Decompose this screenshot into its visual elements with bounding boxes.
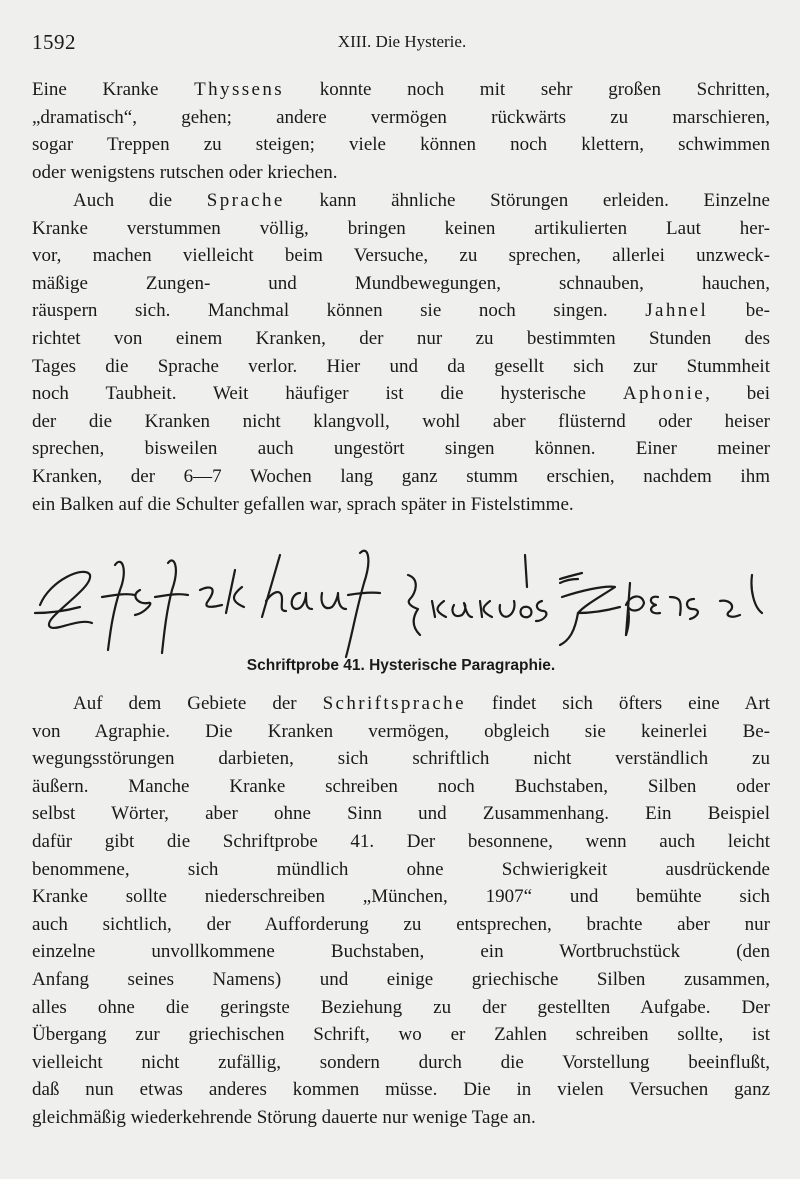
figure-caption: Schriftprobe 41. Hysterische Paragraphie. bbox=[246, 657, 556, 674]
text-line: noch Taubheit. Weit häufiger ist die hysterische Aphonie, bei bbox=[32, 383, 770, 405]
text-line: oder wenigstens rutschen oder kriechen. bbox=[32, 161, 338, 183]
text-line: Eine Kranke Thyssens konnte noch mit sehr großen Schritten, bbox=[32, 79, 771, 100]
text-line: Kranke verstummen völlig, bringen keinen artikulierten Laut her- bbox=[32, 217, 770, 239]
spaced-emphasis: Thyssens bbox=[194, 79, 285, 100]
text-line: sprechen, bisweilen auch ungestört singen können. Einer meiner bbox=[32, 438, 770, 460]
text-line: Auf dem Gebiete der Schriftsprache findet sich öfters eine Art bbox=[73, 693, 770, 714]
text-line: räuspern sich. Manchmal können sie noch singen. Jahnel be- bbox=[32, 300, 770, 322]
text-line: einzelne unvollkommene Buchstaben, ein Wortbruchstück (den bbox=[32, 941, 770, 963]
text-line: auch sichtlich, der Aufforderung zu entsprechen, brachte aber nur bbox=[32, 913, 770, 935]
text-line: Kranke sollte niederschreiben „München, 1907“ und bemühte sich bbox=[32, 886, 770, 908]
text-line: richtet von einem Kranken, der nur zu bestimmten Stunden des bbox=[32, 327, 770, 349]
spaced-emphasis: Sprache bbox=[206, 190, 285, 211]
spaced-emphasis: Jahnel bbox=[645, 300, 709, 322]
text-line: mäßige Zungen- und Mundbewegungen, schnauben, hauchen, bbox=[32, 272, 770, 294]
spaced-emphasis: Aphonie bbox=[622, 383, 706, 405]
text-line: Anfang seines Namens) und einige griechische Silben zusammen, bbox=[32, 968, 770, 990]
text-line: wegungsstörungen darbieten, sich schriftlich nicht verständlich zu bbox=[32, 748, 770, 770]
text-line: daß nun etwas anderes kommen müsse. Die in vielen Versuchen ganz bbox=[32, 1079, 770, 1101]
text-line: benommene, sich mündlich ohne Schwierigkeit ausdrückende bbox=[32, 858, 770, 880]
text-line: Auch die Sprache kann ähnliche Störungen erleiden. Einzelne bbox=[73, 190, 770, 211]
paragraph-schriftsprache bbox=[32, 690, 770, 1132]
text-line: vielleicht nicht zufällig, sondern durch die Vorstellung beeinflußt, bbox=[32, 1051, 770, 1073]
text-line: „dramatisch“, gehen; andere vermögen rückwärts zu marschieren, bbox=[32, 106, 770, 128]
page-header bbox=[32, 30, 772, 60]
text-line: ein Balken auf die Schulter gefallen war, sprach später in Fistelstimme. bbox=[32, 493, 574, 515]
text-line: vor, machen vielleicht beim Versuche, zu sprechen, allerlei unzweck- bbox=[32, 245, 770, 267]
paragraph-thyssens bbox=[32, 76, 770, 186]
page-number: 1592 bbox=[32, 30, 76, 54]
text-line: von Agraphie. Die Kranken vermögen, obgleich sie keinerlei Be- bbox=[32, 720, 770, 742]
spaced-emphasis: Schriftsprache bbox=[322, 693, 466, 714]
running-head: XIII. Die Hysterie. bbox=[337, 32, 467, 51]
text-line: der die Kranken nicht klangvoll, wohl aber flüsternd oder heiser bbox=[32, 410, 770, 432]
text-line: Übergang zur griechischen Schrift, wo er Zahlen schreiben sollte, ist bbox=[32, 1024, 770, 1046]
text-line: Tages die Sprache verlor. Hier und da gesellt sich zur Stummheit bbox=[32, 355, 770, 377]
text-line: gleichmäßig wiederkehrende Störung dauerte nur wenige Tage an. bbox=[32, 1106, 536, 1128]
handwriting-sample-image bbox=[30, 535, 770, 660]
handwriting-sample bbox=[30, 535, 770, 660]
text-line: sogar Treppen zu steigen; viele können noch klettern, schwimmen bbox=[32, 134, 770, 156]
text-line: äußern. Manche Kranke schreiben noch Buchstaben, Silben oder bbox=[32, 775, 770, 797]
text-line: selbst Wörter, aber ohne Sinn und Zusammenhang. Ein Beispiel bbox=[32, 803, 770, 825]
text-line: Kranken, der 6—7 Wochen lang ganz stumm erschien, nachdem ihm bbox=[32, 465, 770, 487]
text-line: alles ohne die geringste Beziehung zu der gestellten Aufgabe. Der bbox=[32, 996, 770, 1018]
paragraph-sprache bbox=[32, 187, 770, 518]
text-line: dafür gibt die Schriftprobe 41. Der besonnene, wenn auch leicht bbox=[32, 830, 770, 852]
